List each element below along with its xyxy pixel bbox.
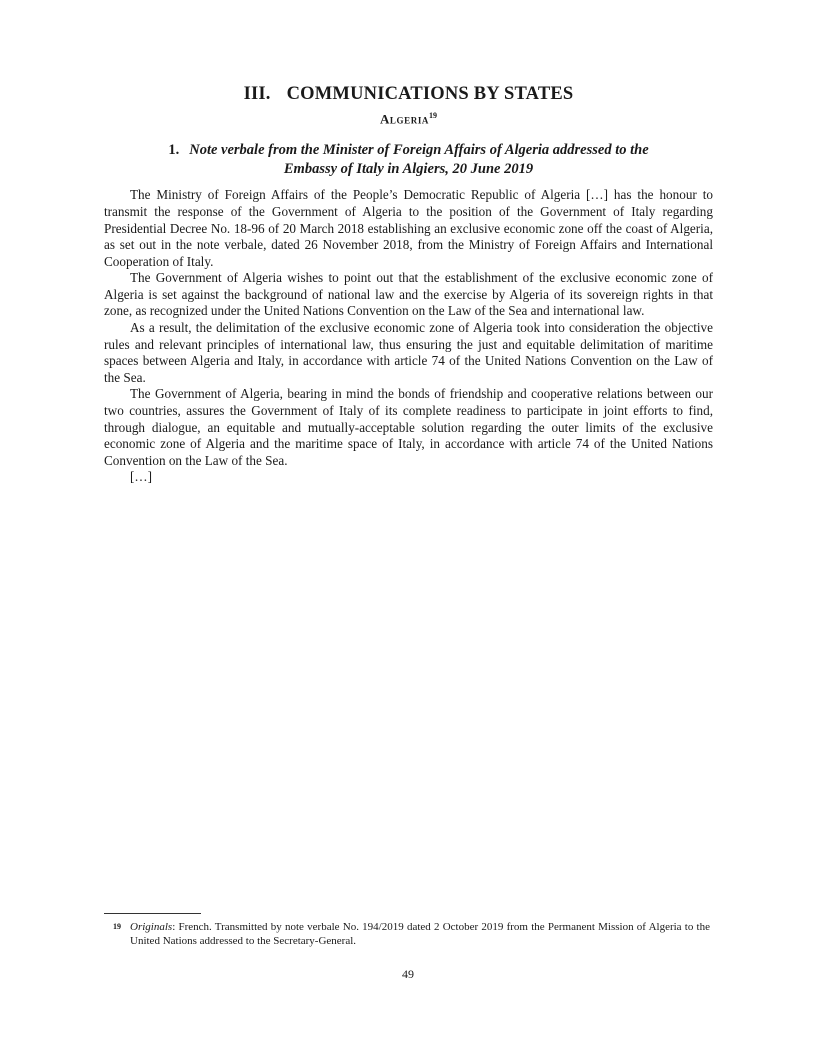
footnote-body	[130, 920, 710, 948]
document-heading	[104, 141, 713, 179]
paragraph-1: The Ministry of Foreign Affairs of the People’s Democratic Republic of Algeria […] has the honour to transmit the response of the Government of Algeria to the position of the Government of Italy regarding Presidential Decree No. 18-96 of 20 March 2018 establishing an exclusive economic zone off the coast of Algeria, as set out in the note verbale, dated 26 November 2018, from the Ministry of Foreign Affairs and International Cooperation of Italy.	[104, 187, 713, 269]
page-number: 49	[402, 967, 414, 981]
country-heading	[104, 111, 713, 127]
section-number: III.	[243, 84, 271, 104]
paragraph-3: As a result, the delimitation of the exclusive economic zone of Algeria took into consideration the objective rules and relevant principles of international law, thus ensuring the just and equitable delimitation of maritime spaces between Algeria and Italy, in accordance with article 74 of the United Nations Convention on the Law of the Sea.	[104, 320, 713, 385]
footnote-text: : French. Transmitted by note verbale No. 194/2019 dated 2 October 2019 from the Permanent Mission of Algeria to the United Nations addressed to the Secretary-General.	[130, 921, 710, 947]
closing-ellipsis: […]	[130, 469, 152, 485]
footnote-reference[interactable]: 19	[429, 111, 438, 120]
paragraph-4: The Government of Algeria, bearing in mind the bonds of friendship and cooperative relations between our two countries, assures the Government of Italy of its complete readiness to participate in joint efforts to find, through dialogue, an equitable and mutually-acceptable solution regarding the outer limits of the exclusive economic zone of Algeria and the maritime space of Italy, in accordance with article 74 of the United Nations Convention on the Law of the Sea.	[104, 386, 713, 468]
page-body	[104, 84, 713, 486]
footnote-label: Originals	[130, 921, 173, 933]
document-title: Note verbale from the Minister of Foreign Affairs of Algeria addressed to the Embassy of Italy in Algiers, 20 June 2019	[189, 142, 649, 178]
footnote-divider	[104, 913, 201, 914]
footnote	[104, 920, 713, 948]
section-title: COMMUNICATIONS BY STATES	[286, 84, 574, 104]
paragraph-2: The Government of Algeria wishes to point out that the establishment of the exclusive economic zone of Algeria is set against the background of national law and the exercise by Algeria of its sovereign rights in that zone, as recognized under the United Nations Convention on the Law of the Sea and international law.	[104, 270, 713, 319]
country-name: Algeria	[379, 111, 430, 127]
section-heading	[104, 84, 713, 105]
footnote-mark: 19	[113, 922, 121, 931]
document-number: 1.	[168, 142, 180, 159]
